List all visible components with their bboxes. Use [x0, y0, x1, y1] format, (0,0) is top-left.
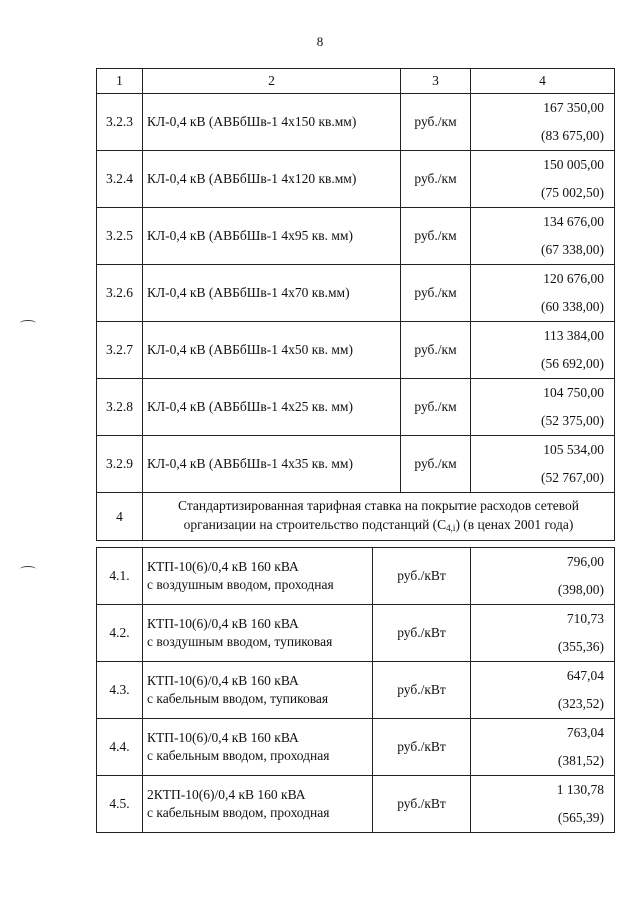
row-unit: руб./км: [401, 94, 471, 151]
row-name-line1: КТП-10(6)/0,4 кВ 160 кВА: [147, 616, 299, 631]
row-name: КЛ-0,4 кВ (АВБбШв-1 4х25 кв. мм): [143, 379, 401, 436]
row-unit: руб./км: [401, 151, 471, 208]
value-secondary: (52 767,00): [541, 470, 604, 485]
value-main: 134 676,00: [543, 214, 604, 229]
table-row: [97, 662, 615, 719]
table-row: [97, 208, 615, 265]
table-row: [97, 322, 615, 379]
row-number: 3.2.8: [97, 379, 143, 436]
section-title: Стандартизированная тарифная ставка на покрытие расходов сетевой организации на строительство подстанций $(С_{4,i})$ (в ценах 2001 года): [143, 493, 615, 541]
row-name: [143, 776, 373, 833]
row-number: 3.2.7: [97, 322, 143, 379]
substation-table: [96, 547, 615, 833]
section-number: 4: [97, 493, 143, 541]
row-name: [143, 548, 373, 605]
row-value: [471, 776, 615, 833]
row-name-line2: с воздушным вводом, проходная: [147, 577, 334, 592]
row-value: [471, 151, 615, 208]
value-secondary: (83 675,00): [541, 128, 604, 143]
table-row: [97, 94, 615, 151]
row-unit: руб./км: [401, 436, 471, 493]
row-unit: руб./км: [401, 265, 471, 322]
row-number: 3.2.3: [97, 94, 143, 151]
page-number: 8: [316, 34, 324, 49]
value-secondary: (75 002,50): [541, 185, 604, 200]
row-value: [471, 265, 615, 322]
row-number: 4.4.: [97, 719, 143, 776]
table-row: [97, 265, 615, 322]
row-unit: руб./кВт: [373, 719, 471, 776]
row-name-line1: КТП-10(6)/0,4 кВ 160 кВА: [147, 673, 299, 688]
row-name: КЛ-0,4 кВ (АВБбШв-1 4х50 кв. мм): [143, 322, 401, 379]
row-value: [471, 94, 615, 151]
row-number: 4.5.: [97, 776, 143, 833]
row-name-line1: 2КТП-10(6)/0,4 кВ 160 кВА: [147, 787, 306, 802]
table-row: [97, 776, 615, 833]
row-value: [471, 322, 615, 379]
row-name-line2: с кабельным вводом, проходная: [147, 805, 330, 820]
row-name: КЛ-0,4 кВ (АВБбШв-1 4х35 кв. мм): [143, 436, 401, 493]
row-number: 4.1.: [97, 548, 143, 605]
row-value: [471, 662, 615, 719]
value-main: 113 384,00: [543, 328, 604, 343]
row-value: [471, 719, 615, 776]
row-name: [143, 662, 373, 719]
row-name-line2: с кабельным вводом, проходная: [147, 748, 330, 763]
value-main: 763,04: [566, 725, 604, 740]
row-unit: руб./км: [401, 379, 471, 436]
value-main: 120 676,00: [543, 271, 604, 286]
row-number: 3.2.9: [97, 436, 143, 493]
value-main: 647,04: [566, 668, 604, 683]
table-row: [97, 548, 615, 605]
value-main: 167 350,00: [543, 100, 604, 115]
value-main: 1 130,78: [556, 782, 604, 797]
value-secondary: (381,52): [557, 753, 604, 768]
row-name: [143, 719, 373, 776]
row-number: 3.2.5: [97, 208, 143, 265]
value-secondary: (398,00): [557, 582, 604, 597]
header-cell: 3: [401, 69, 471, 94]
table-row: [97, 151, 615, 208]
row-unit: руб./кВт: [373, 548, 471, 605]
value-secondary: (323,52): [557, 696, 604, 711]
table-row: [97, 605, 615, 662]
row-name-line1: КТП-10(6)/0,4 кВ 160 кВА: [147, 730, 299, 745]
row-name: КЛ-0,4 кВ (АВБбШв-1 4х150 кв.мм): [143, 94, 401, 151]
row-unit: руб./км: [401, 208, 471, 265]
value-secondary: (565,39): [557, 810, 604, 825]
row-value: [471, 379, 615, 436]
value-secondary: (60 338,00): [541, 299, 604, 314]
value-main: 104 750,00: [543, 385, 604, 400]
row-name-line2: с воздушным вводом, тупиковая: [147, 634, 333, 649]
row-number: 4.3.: [97, 662, 143, 719]
table-row: [97, 379, 615, 436]
row-unit: руб./кВт: [373, 776, 471, 833]
value-secondary: (355,36): [557, 639, 604, 654]
tariff-table: [96, 68, 615, 541]
margin-mark: [20, 566, 36, 572]
header-cell: 1: [97, 69, 143, 94]
row-unit: руб./кВт: [373, 662, 471, 719]
row-value: [471, 436, 615, 493]
row-number: 3.2.4: [97, 151, 143, 208]
header-cell: 4: [471, 69, 615, 94]
row-number: 4.2.: [97, 605, 143, 662]
row-value: [471, 605, 615, 662]
row-name-line2: с кабельным вводом, тупиковая: [147, 691, 329, 706]
value-main: 150 005,00: [543, 157, 604, 172]
row-name: КЛ-0,4 кВ (АВБбШв-1 4х95 кв. мм): [143, 208, 401, 265]
table-row: [97, 719, 615, 776]
margin-mark: [20, 320, 36, 326]
value-secondary: (67 338,00): [541, 242, 604, 257]
row-name-line1: КТП-10(6)/0,4 кВ 160 кВА: [147, 559, 299, 574]
header-cell: 2: [143, 69, 401, 94]
value-secondary: (56 692,00): [541, 356, 604, 371]
table-row: [97, 436, 615, 493]
value-main: 105 534,00: [543, 442, 604, 457]
row-value: [471, 208, 615, 265]
row-number: 3.2.6: [97, 265, 143, 322]
row-name: [143, 605, 373, 662]
row-name: КЛ-0,4 кВ (АВБбШв-1 4х120 кв.мм): [143, 151, 401, 208]
value-secondary: (52 375,00): [541, 413, 604, 428]
row-value: [471, 548, 615, 605]
section-row: [97, 493, 615, 541]
row-name: КЛ-0,4 кВ (АВБбШв-1 4х70 кв.мм): [143, 265, 401, 322]
row-unit: руб./кВт: [373, 605, 471, 662]
value-main: 710,73: [566, 611, 604, 626]
row-unit: руб./км: [401, 322, 471, 379]
header-row: [97, 69, 615, 94]
value-main: 796,00: [566, 554, 604, 569]
